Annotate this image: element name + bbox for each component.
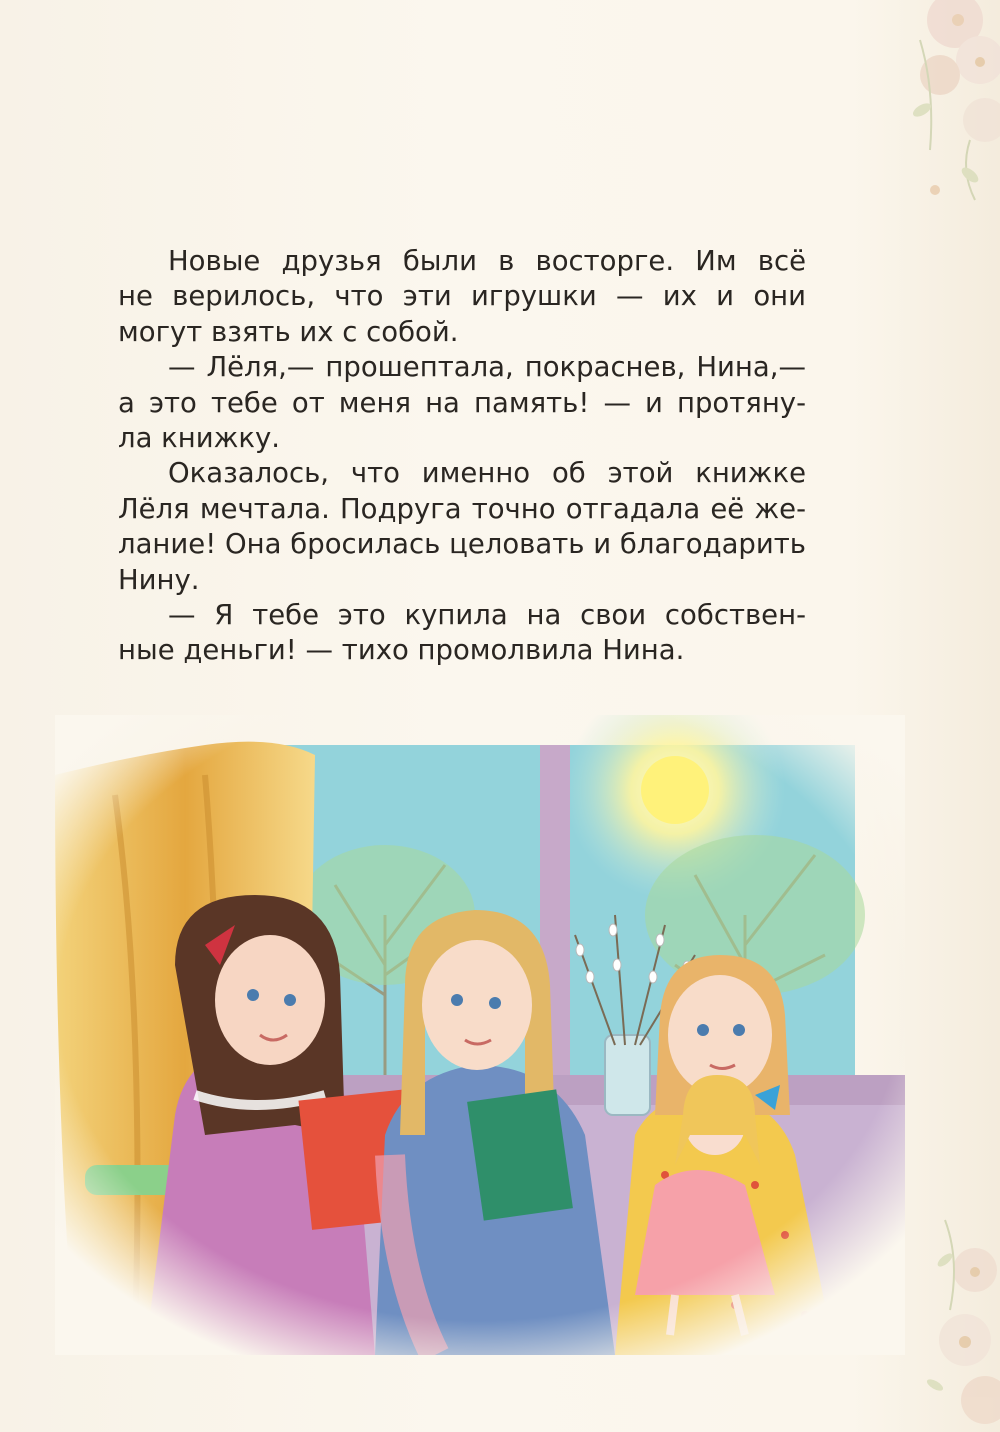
paragraph-3 [118,456,806,598]
text-line: — Лёля,— прошептала, покраснев, Нина,— [168,351,806,384]
floral-corner-decoration-top [860,0,1000,230]
paragraph-2 [118,350,806,456]
paragraph-1 [118,244,806,350]
story-text [118,244,806,669]
text-line: а это тебе от меня на память! — и протяну- [118,386,806,419]
text-line: Оказалось, что именно об этой книжке [168,457,806,490]
text-line: Лёля мечтала. Подруга точно отгадала её же- [118,492,806,525]
text-line: могут взять их с собой. [118,315,459,348]
paragraph-4 [118,598,806,669]
text-line: Нину. [118,563,200,596]
text-line: ные деньги! — тихо промолвила Нина. [118,634,685,667]
floral-corner-decoration-bottom [905,1200,1000,1432]
text-line: лание! Она бросилась целовать и благодарить [118,528,806,561]
text-line: не верилось, что эти игрушки — их и они [118,280,806,313]
text-line: ла книжку. [118,422,281,455]
text-line: Новые друзья были в восторге. Им всё [168,245,806,277]
text-line: — Я тебе это купила на свои собствен- [168,599,806,632]
story-illustration [55,715,905,1355]
